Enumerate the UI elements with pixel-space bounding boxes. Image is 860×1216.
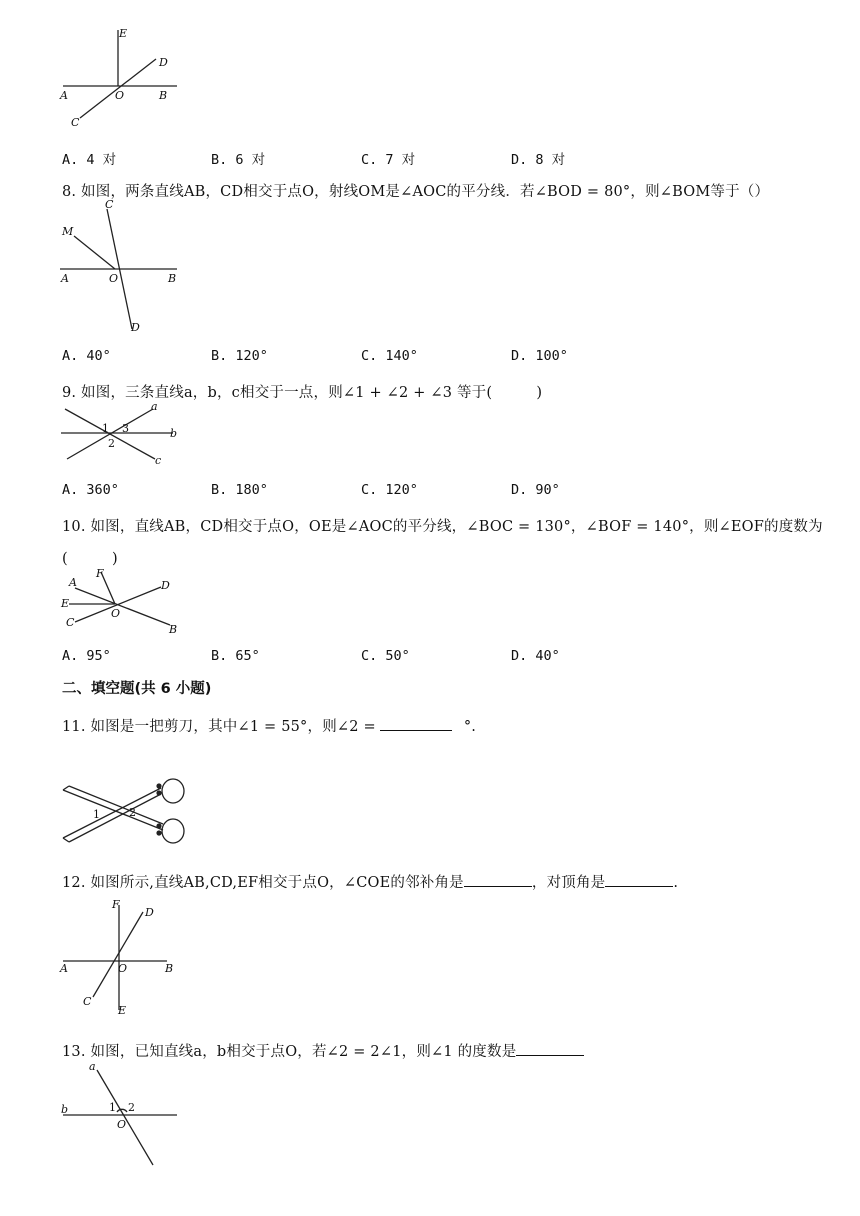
q13-answer-blank[interactable] (516, 1041, 584, 1056)
q12-text (62, 871, 678, 892)
q13-text (62, 1040, 584, 1061)
q12-answer-blank-1[interactable] (464, 872, 532, 887)
q8-option-c[interactable]: C. 140° (361, 348, 418, 364)
line-ab (75, 588, 170, 625)
handle-ring-upper (162, 779, 184, 803)
q10-text-cont: ( ) (62, 551, 118, 567)
label-e: E (119, 27, 128, 40)
q11-answer-blank[interactable] (380, 716, 452, 731)
label-d: D (131, 321, 140, 334)
label-b: b (61, 1103, 69, 1116)
q10-option-a[interactable]: A. 95° (62, 648, 111, 664)
label-b: b (170, 427, 178, 440)
label-angle-3: 3 (122, 422, 129, 435)
label-b: B (159, 89, 168, 102)
q7-option-a[interactable]: A. 4 对 (62, 152, 117, 168)
rivet-dot (156, 783, 161, 788)
label-angle-2: 2 (129, 806, 136, 819)
q11-text-b: °. (463, 719, 477, 735)
label-o: O (111, 607, 121, 620)
label-d: D (161, 579, 170, 592)
label-f: F (96, 567, 104, 580)
label-m: M (62, 225, 74, 238)
q9-text: 9. 如图，三条直线a，b，c相交于一点，则∠1 + ∠2 + ∠3 等于( ) (62, 385, 543, 401)
ray-om (74, 236, 115, 269)
label-o: O (115, 89, 125, 102)
label-b: B (165, 962, 174, 975)
label-a: A (60, 962, 68, 975)
blade-tip-1 (63, 786, 69, 790)
label-d: D (159, 56, 168, 69)
q7-option-c[interactable]: C. 7 对 (361, 152, 416, 168)
blade-lower-edge-2 (69, 786, 163, 824)
q12-text-a: 12. 如图所示,直线AB,CD,EF相交于点O，∠COE的邻补角是 (62, 875, 464, 891)
q9-option-d[interactable]: D. 90° (511, 482, 560, 498)
label-a: a (89, 1060, 96, 1073)
q8-text: 8. 如图，两条直线AB，CD相交于点O，射线OM是∠AOC的平分线．若∠BOD = 80°，则∠BOM等于（） (62, 184, 770, 200)
label-angle-1: 1 (109, 1101, 116, 1114)
line-a (67, 409, 153, 459)
q11-text-a: 11. 如图是一把剪刀，其中∠1 = 55°，则∠2 = (62, 719, 376, 735)
label-e: E (61, 597, 70, 610)
label-angle-1: 1 (93, 808, 100, 821)
q9-option-c[interactable]: C. 120° (361, 482, 418, 498)
q10-option-c[interactable]: C. 50° (361, 648, 410, 664)
q12-text-c: . (673, 875, 679, 891)
section-heading: 二、填空题(共 6 小题) (62, 681, 212, 697)
label-a: A (60, 89, 68, 102)
figure-q13 (55, 1060, 185, 1170)
line-cd (93, 912, 143, 997)
label-e: E (118, 1004, 127, 1017)
figure-q10 (55, 565, 185, 640)
q10-option-d[interactable]: D. 40° (511, 648, 560, 664)
q8-option-d[interactable]: D. 100° (511, 348, 568, 364)
rivet-dot (156, 830, 161, 835)
label-o: O (117, 1118, 127, 1131)
label-f: F (112, 898, 120, 911)
label-c: c (155, 454, 162, 467)
label-b: B (168, 272, 177, 285)
q9-option-b[interactable]: B. 180° (211, 482, 268, 498)
q8-option-a[interactable]: A. 40° (62, 348, 111, 364)
label-c: C (66, 616, 75, 629)
label-c: C (105, 198, 114, 211)
figure-q7 (55, 25, 185, 130)
label-o: O (109, 272, 119, 285)
rivet-dot (156, 790, 161, 795)
q11-text (62, 715, 476, 736)
handle-ring-lower (162, 819, 184, 843)
label-angle-2: 2 (108, 437, 115, 450)
label-c: C (71, 116, 80, 129)
label-a: A (69, 576, 77, 589)
figure-q11-scissors (55, 772, 190, 852)
q12-answer-blank-2[interactable] (605, 872, 673, 887)
label-o: O (118, 962, 128, 975)
q10-text: 10. 如图，直线AB，CD相交于点O，OE是∠AOC的平分线，∠BOC = 130°，∠BOF = 140°，则∠EOF的度数为 (62, 519, 823, 535)
q7-option-d[interactable]: D. 8 对 (511, 152, 566, 168)
label-angle-1: 1 (102, 422, 109, 435)
blade-lower-edge-1 (63, 790, 163, 830)
label-a: a (151, 400, 158, 413)
figure-q12 (55, 895, 185, 1020)
q13-text-a: 13. 如图，已知直线a，b相交于点O，若∠2 = 2∠1，则∠1 的度数是 (62, 1044, 517, 1060)
label-a: A (61, 272, 69, 285)
label-c: C (83, 995, 92, 1008)
figure-q8 (55, 198, 185, 338)
q7-option-b[interactable]: B. 6 对 (211, 152, 266, 168)
q8-option-b[interactable]: B. 120° (211, 348, 268, 364)
figure-q9 (55, 400, 185, 468)
q9-option-a[interactable]: A. 360° (62, 482, 119, 498)
q12-text-b: ，对顶角是 (531, 875, 606, 891)
label-angle-2: 2 (128, 1101, 135, 1114)
rivet-dot (156, 823, 161, 828)
label-b: B (169, 623, 178, 636)
q10-option-b[interactable]: B. 65° (211, 648, 260, 664)
blade-tip-2 (63, 838, 69, 842)
label-d: D (145, 906, 154, 919)
